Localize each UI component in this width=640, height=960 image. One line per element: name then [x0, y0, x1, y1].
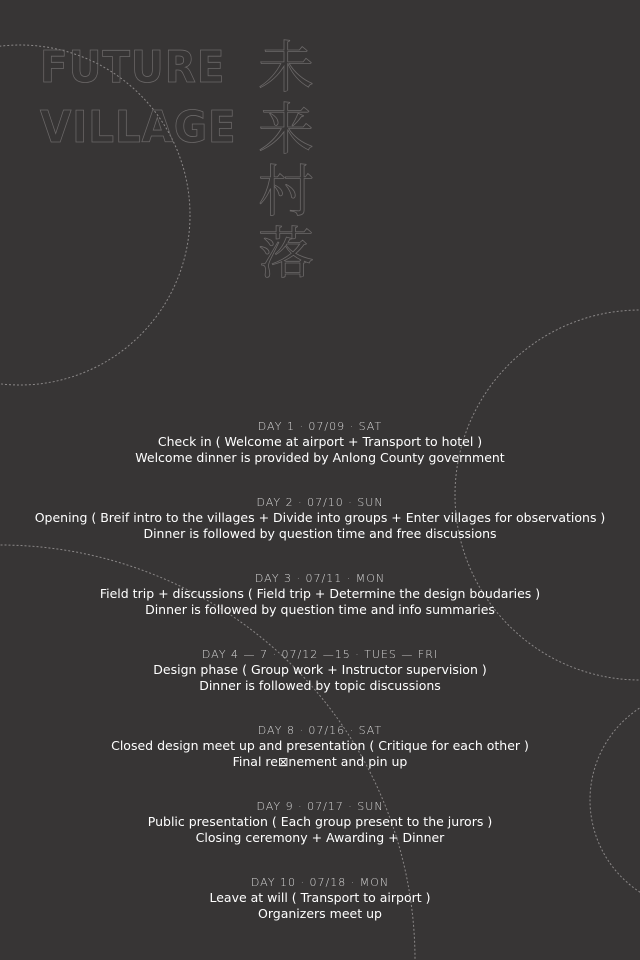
day-header: DAY 1 · 07/09 · SAT — [257, 420, 383, 433]
day-header: DAY 2 · 07/10 · SUN — [256, 496, 384, 509]
schedule-day — [0, 572, 640, 648]
schedule-day — [0, 876, 640, 952]
title-en-line1: FUTURE — [40, 42, 226, 93]
day-activity: Check in ( Welcome at airport + Transport to hotel ) — [157, 434, 483, 449]
day-evening: Welcome dinner is provided by Anlong County government — [135, 450, 505, 465]
schedule-day — [0, 648, 640, 724]
day-evening: Organizers meet up — [258, 906, 382, 921]
title-english — [40, 38, 237, 158]
title-en-line2: VILLAGE — [40, 102, 237, 153]
day-header: DAY 8 · 07/16 · SAT — [257, 724, 383, 737]
title-zh-line2: 村落 — [258, 160, 316, 287]
title-zh-line1: 未来 — [258, 36, 316, 163]
day-activity: Field trip + discussions ( Field trip + Determine the design boudaries ) — [99, 586, 541, 601]
schedule-day — [0, 496, 640, 572]
day-evening: Closing ceremony + Awarding + Dinner — [195, 830, 445, 845]
day-activity: Design phase ( Group work + Instructor supervision ) — [153, 662, 487, 677]
day-activity: Closed design meet up and presentation ( Critique for each other ) — [111, 738, 529, 753]
day-evening: Dinner is followed by question time and free discussions — [143, 526, 497, 541]
day-activity: Opening ( Breif intro to the villages + Divide into groups + Enter villages for observations ) — [34, 510, 606, 525]
day-evening: Dinner is followed by topic discussions — [199, 678, 441, 693]
title-chinese — [258, 38, 316, 286]
title-block — [40, 36, 316, 287]
day-header: DAY 9 · 07/17 · SUN — [256, 800, 384, 813]
day-header: DAY 4 — 7 · 07/12 —15 · TUES — FRI — [201, 648, 439, 661]
day-evening: Final re⊠nement and pin up — [232, 754, 408, 769]
day-header: DAY 10 · 07/18 · MON — [250, 876, 390, 889]
schedule-day — [0, 800, 640, 876]
day-evening: Dinner is followed by question time and info summaries — [145, 602, 495, 617]
day-activity: Leave at will ( Transport to airport ) — [209, 890, 431, 905]
schedule-day — [0, 420, 640, 496]
schedule-day — [0, 724, 640, 800]
day-activity: Public presentation ( Each group present to the jurors ) — [147, 814, 493, 829]
schedule-list — [0, 420, 640, 952]
day-header: DAY 3 · 07/11 · MON — [254, 572, 386, 585]
